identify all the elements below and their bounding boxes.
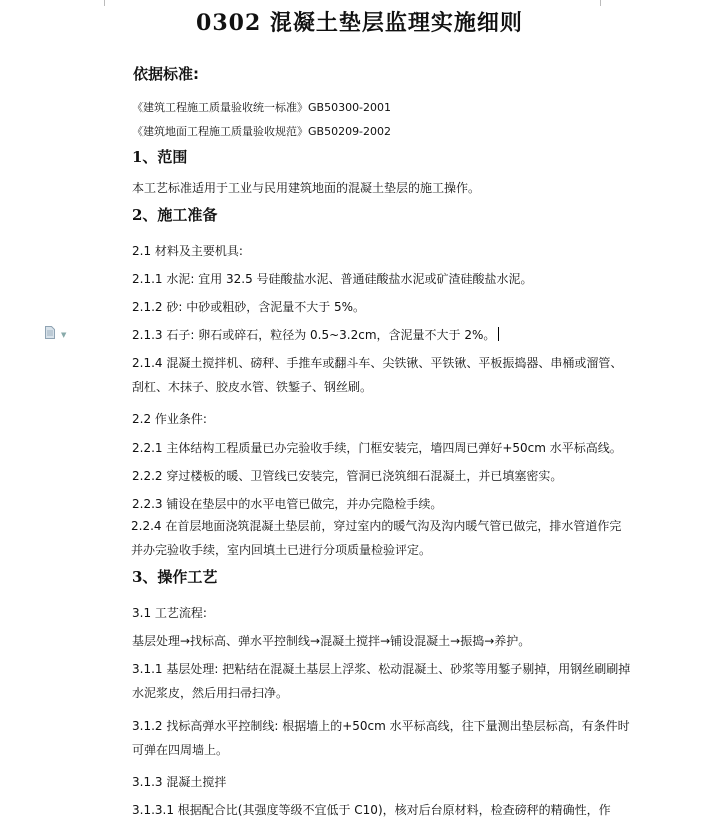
para-3-1-3-1: 3.1.3.1 根据配合比(其强度等级不宜低于 C10)，核对后台原材料，检查磅秤的精确性，作 — [132, 803, 611, 817]
para-2-1-4: 2.1.4 混凝土搅拌机、磅秤、手推车或翻斗车、尖铁锹、平铁锹、平板振捣器、串桶或溜管、刮杠、木抹子、胶皮水管、铁錾子、钢丝刷。 — [132, 356, 623, 394]
document-icon[interactable] — [45, 326, 55, 339]
para-2-1-2: 2.1.2 砂: 中砂或粗砂，含泥量不大于 5%。 — [132, 300, 366, 314]
section-1-heading: 1、范围 — [132, 148, 188, 166]
para-3-1-2: 3.1.2 找标高弹水平控制线: 根据墙上的+50cm 水平标高线，往下量测出垫层标高，有条件时可弹在四周墙上。 — [132, 719, 630, 757]
basis-heading: 依据标准: — [133, 65, 199, 83]
document-title: 0302 混凝土垫层监理实施细则 — [196, 10, 523, 36]
para-2-1-3 — [132, 327, 633, 343]
para-2-1: 2.1 材料及主要机具: — [132, 244, 243, 258]
para-3-1-1: 3.1.1 基层处理: 把粘结在混凝土基层上浮浆、松动混凝土、砂浆等用錾子剔掉，用钢丝刷刷掉水泥浆皮，然后用扫帚扫净。 — [132, 662, 631, 700]
process-flow: 基层处理→找标高、弹水平控制线→混凝土搅拌→铺设混凝土→振捣→养护。 — [132, 634, 531, 648]
para-2-1-1: 2.1.1 水泥: 宜用 32.5 号硅酸盐水泥、普通硅酸盐水泥或矿渣硅酸盐水泥。 — [132, 272, 533, 286]
para-3-1: 3.1 工艺流程: — [132, 606, 207, 620]
para-2-2-3: 2.2.3 铺设在垫层中的水平电管已做完，并办完隐检手续。 — [132, 497, 443, 511]
basis-ref-1: 《建筑工程施工质量验收统一标准》GB50300-2001 — [132, 101, 392, 114]
section-2-heading: 2、施工准备 — [132, 206, 218, 224]
text-cursor — [498, 327, 499, 341]
chevron-down-icon[interactable]: ▼ — [61, 331, 67, 339]
section-1-text: 本工艺标准适用于工业与民用建筑地面的混凝土垫层的施工操作。 — [132, 181, 481, 195]
para-2-1-3-text: 2.1.3 石子: 卵石或碎石，粒径为 0.5~3.2cm，含泥量不大于 2%。 — [132, 328, 496, 342]
para-2-2-2: 2.2.2 穿过楼板的暖、卫管线已安装完，管洞已浇筑细石混凝土，并已填塞密实。 — [132, 469, 563, 483]
para-2-2: 2.2 作业条件: — [132, 412, 207, 426]
para-2-2-1: 2.2.1 主体结构工程质量已办完验收手续，门框安装完，墙四周已弹好+50cm 水平标高线。 — [132, 441, 622, 455]
section-3-heading: 3、操作工艺 — [132, 568, 218, 586]
para-2-2-4: 2.2.4 在首层地面浇筑混凝土垫层前，穿过室内的暖气沟及沟内暖气管已做完，排水管道作完并办完验收手续，室内回填土已进行分项质量检验评定。 — [131, 519, 622, 557]
basis-ref-2: 《建筑地面工程施工质量验收规范》GB50209-2002 — [132, 125, 392, 138]
para-3-1-3: 3.1.3 混凝土搅拌 — [132, 775, 227, 789]
